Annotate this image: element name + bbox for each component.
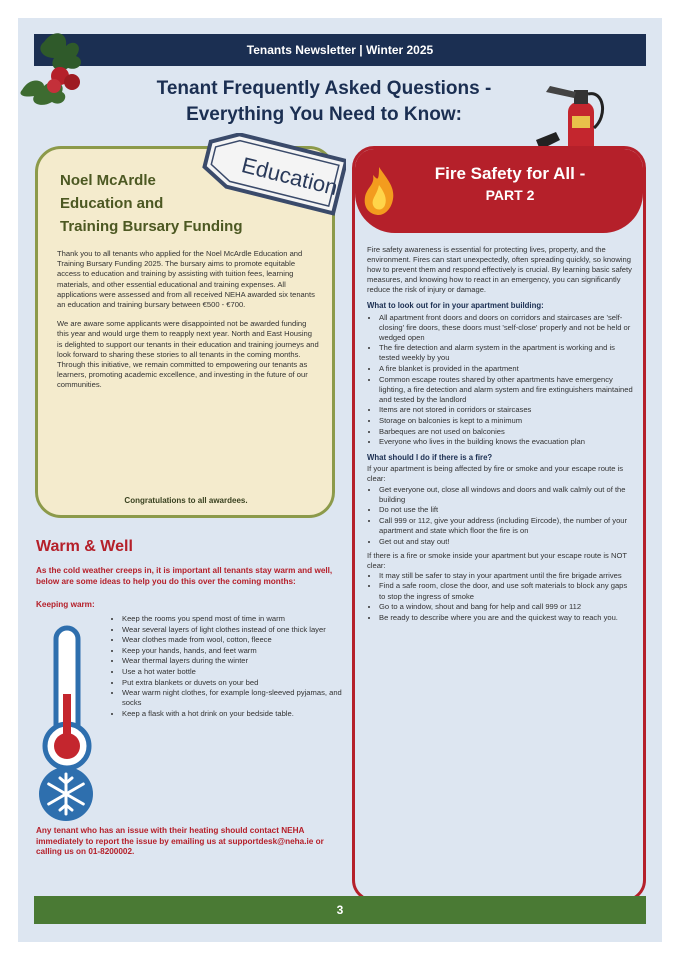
newsletter-header-title: Tenants Newsletter | Winter 2025 (246, 43, 434, 57)
holly-icon (14, 24, 110, 110)
bursary-box (35, 146, 341, 518)
education-sign-icon (194, 133, 346, 221)
snowflake-icon (38, 766, 94, 822)
list-item: • Do not use the lift (379, 505, 633, 515)
bursary-title-line3: Training Bursary Funding (60, 218, 243, 235)
fire-intro: Fire safety awareness is essential for protecting lives, property, and the environment. Fires can start unexpectedly, often spreading quickly, so knowing how to prevent them and respond effectively is crucial. By learning basic safety measures, and knowing how to react in an emergency, you can significantly reduce the risk of injury or damage. (367, 245, 632, 295)
list-item: • Call 999 or 112, give your address (including Eircode), the number of your apartment and state which floor the fire is on (379, 516, 633, 536)
fire-safety-body (367, 245, 633, 627)
bursary-congrats: Congratulations to all awardees. (124, 496, 248, 505)
fire-safety-part: PART 2 (485, 187, 535, 203)
page-title-line1: Tenant Frequently Asked Questions - (156, 78, 492, 99)
list-item: • A fire blanket is provided in the apartment (379, 364, 633, 374)
fire-section2-title: What should I do if there is a fire? (367, 453, 493, 463)
list-item: • Get everyone out, close all windows and doors and walk calmly out of the building (379, 485, 633, 505)
list-item: • Storage on balconies is kept to a minimum (379, 416, 633, 426)
heating-contact-note: Any tenant who has an issue with their heating should contact NEHA immediately to report the issue by emailing us at supportdesk@neha.ie or calling us on 01-8200002. (36, 826, 324, 857)
list-item: • It may still be safer to stay in your apartment until the fire brigade arrives (379, 571, 633, 581)
bursary-paragraph-1: Thank you to all tenants who applied for the Noel McArdle Education and Training Bursary Funding 2025. The bursary aims to promote equitable access to education and training by assisting with tuition fees, learning materials, and other essential educational and training expenses. All applications were assessed and from all received NEHA awarded six tenants an education and training bursary between €500 - €700. (57, 249, 315, 310)
fire-safety-box (352, 146, 646, 902)
bursary-title-line2: Education and (60, 195, 164, 212)
bursary-paragraph-2: We are aware some applicants were disappointed not be awarded funding this year and would urge them to reapply next year. North and East Housing is delighted to support our tenants in their education and training journeys and look forward to sharing these stories to all tenants in the coming months. Through this initiative, we remain committed to empowering our tenants as learners, promoting academic excellence, and investing in the future of our communities. (57, 319, 319, 390)
list-item: • Items are not stored in corridors or staircases (379, 405, 633, 415)
list-item: • The fire detection and alarm system in the apartment is working and is tested weekly by you (379, 343, 633, 363)
warm-well-intro: As the cold weather creeps in, it is important all tenants stay warm and well, below are some ideas to help you do this over the coming months: (36, 566, 333, 586)
list-item: • Be ready to describe where you are and the quickest way to reach you. (379, 613, 633, 623)
fire-section3-intro: If there is a fire or smoke inside your apartment but your escape route is NOT clear: (367, 550, 627, 570)
education-sign-label: Education (239, 152, 341, 201)
list-item: • Go to a window, shout and bang for help and call 999 or 112 (379, 602, 633, 612)
keeping-warm-label: Keeping warm: (36, 600, 95, 609)
newsletter-header (34, 34, 646, 66)
list-item: • Find a safe room, close the door, and use soft materials to block any gaps to stop the ingress of smoke (379, 581, 633, 601)
warm-well-title: Warm & Well (36, 538, 133, 555)
thermometer-icon (42, 624, 92, 774)
list-item: • Barbeques are not used on balconies (379, 427, 633, 437)
list-item: • Everyone who lives in the building knows the evacuation plan (379, 437, 633, 447)
warm-tip: • Keep a flask with a hot drink on your bedside table. (122, 709, 350, 719)
bursary-body (57, 249, 319, 400)
list-item: • Get out and stay out! (379, 537, 633, 547)
fire-safety-title: Fire Safety for All - (434, 164, 586, 183)
fire-section3-list (367, 571, 633, 623)
bursary-title-line1: Noel McArdle (60, 172, 156, 189)
warm-tip: • Use a hot water bottle (122, 667, 350, 677)
fire-section2-list (367, 485, 633, 547)
page-footer (34, 896, 646, 924)
list-item: • All apartment front doors and doors on corridors and staircases are 'self-closing' fire doors, these doors must 'self-close' properly and not be held or wedged open (379, 313, 633, 343)
warm-tip: • Put extra blankets or duvets on your bed (122, 678, 350, 688)
list-item: • Common escape routes shared by other apartments have emergency lighting, a fire detection and alarm system and fire extinguishers maintained and tested by the landlord (379, 375, 633, 405)
warm-tip: • Wear several layers of light clothes instead of one thick layer (122, 625, 350, 635)
warm-tip: • Wear thermal layers during the winter (122, 656, 350, 666)
fire-section1-title: What to look out for in your apartment building: (367, 301, 544, 311)
fire-safety-header (355, 149, 643, 233)
warm-tip: • Wear warm night clothes, for example long-sleeved pyjamas, and socks (122, 688, 350, 708)
fire-section1-list (367, 313, 633, 448)
page-title (104, 76, 544, 128)
newsletter-page (18, 18, 662, 942)
warm-tips-list (110, 614, 350, 719)
warm-tip: • Keep your hands, hands, and feet warm (122, 646, 350, 656)
flame-icon (361, 165, 397, 217)
fire-section2-intro: If your apartment is being affected by fire or smoke and your escape route is clear: (367, 464, 624, 484)
warm-tip: • Keep the rooms you spend most of time in warm (122, 614, 350, 624)
page-title-line2: Everything You Need to Know: (186, 104, 462, 125)
warm-tip: • Wear clothes made from wool, cotton, fleece (122, 635, 350, 645)
page-number: 3 (336, 903, 344, 917)
